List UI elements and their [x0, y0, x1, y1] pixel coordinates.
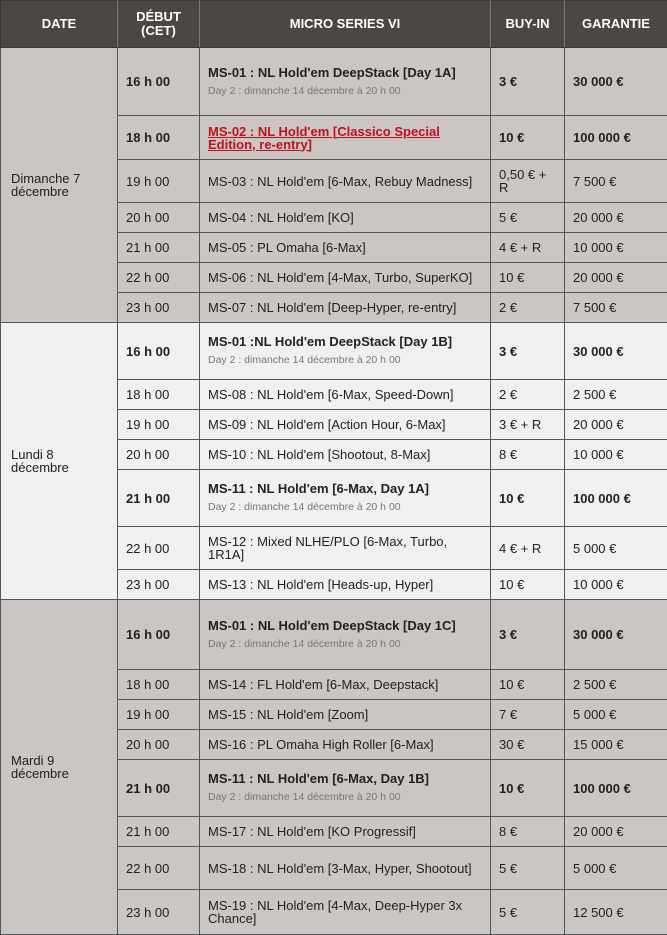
tournament-name: MS-10 : NL Hold'em [Shootout, 8-Max]: [208, 447, 430, 462]
day2-note: Day 2 : dimanche 14 décembre à 20 h 00: [208, 85, 482, 98]
tournament-cell: [200, 760, 491, 817]
guarantee: 30 000 €: [565, 323, 667, 380]
tournament-name: MS-04 : NL Hold'em [KO]: [208, 210, 354, 225]
buyin: 2 €: [491, 380, 565, 410]
guarantee: 30 000 €: [565, 48, 667, 116]
tournament-cell: [200, 890, 491, 935]
day-section: [1, 48, 667, 323]
guarantee: 5 000 €: [565, 847, 667, 890]
start-time: 16 h 00: [118, 323, 200, 380]
buyin: 4 € + R: [491, 233, 565, 263]
start-time: 21 h 00: [118, 470, 200, 527]
tournament-cell: [200, 203, 491, 233]
tournament-cell: [200, 48, 491, 116]
buyin: 5 €: [491, 203, 565, 233]
tournament-name: MS-16 : PL Omaha High Roller [6-Max]: [208, 737, 434, 752]
buyin: 30 €: [491, 730, 565, 760]
buyin: 2 €: [491, 293, 565, 323]
start-time: 21 h 00: [118, 760, 200, 817]
tournament-cell: [200, 730, 491, 760]
guarantee: 15 000 €: [565, 730, 667, 760]
guarantee: 10 000 €: [565, 440, 667, 470]
buyin: 4 € + R: [491, 527, 565, 570]
start-time: 20 h 00: [118, 203, 200, 233]
start-time: 22 h 00: [118, 527, 200, 570]
tournament-cell: [200, 116, 491, 160]
guarantee: 2 500 €: [565, 670, 667, 700]
tournament-cell: [200, 600, 491, 670]
guarantee: 20 000 €: [565, 817, 667, 847]
buyin: 10 €: [491, 263, 565, 293]
buyin: 5 €: [491, 847, 565, 890]
tournament-cell: [200, 380, 491, 410]
tournament-name: MS-12 : Mixed NLHE/PLO [6-Max, Turbo, 1R1A]: [208, 534, 447, 562]
buyin: 3 €: [491, 48, 565, 116]
start-time: 22 h 00: [118, 263, 200, 293]
tournament-cell: [200, 670, 491, 700]
buyin: 10 €: [491, 570, 565, 600]
guarantee: 100 000 €: [565, 470, 667, 527]
table-row: [1, 600, 667, 670]
start-time: 18 h 00: [118, 380, 200, 410]
tournament-name: MS-07 : NL Hold'em [Deep-Hyper, re-entry]: [208, 300, 456, 315]
header-series: MICRO SERIES VI: [200, 1, 491, 48]
buyin: 10 €: [491, 670, 565, 700]
tournament-name: MS-09 : NL Hold'em [Action Hour, 6-Max]: [208, 417, 446, 432]
header-guarantee: GARANTIE: [565, 1, 667, 48]
guarantee: 12 500 €: [565, 890, 667, 935]
tournament-name: MS-18 : NL Hold'em [3-Max, Hyper, Shootout]: [208, 861, 472, 876]
tournament-cell: [200, 470, 491, 527]
buyin: 7 €: [491, 700, 565, 730]
day-section: [1, 323, 667, 600]
day2-note: Day 2 : dimanche 14 décembre à 20 h 00: [208, 638, 482, 651]
tournament-name: MS-01 :NL Hold'em DeepStack [Day 1B]: [208, 334, 452, 349]
start-time: 23 h 00: [118, 570, 200, 600]
start-time: 16 h 00: [118, 600, 200, 670]
start-time: 16 h 00: [118, 48, 200, 116]
tournament-cell: [200, 410, 491, 440]
tournament-name: MS-15 : NL Hold'em [Zoom]: [208, 707, 368, 722]
buyin: 10 €: [491, 760, 565, 817]
start-time: 18 h 00: [118, 670, 200, 700]
start-time: 23 h 00: [118, 293, 200, 323]
start-time: 20 h 00: [118, 440, 200, 470]
day2-note: Day 2 : dimanche 14 décembre à 20 h 00: [208, 501, 482, 514]
tournament-cell: [200, 527, 491, 570]
start-time: 21 h 00: [118, 817, 200, 847]
start-time: 19 h 00: [118, 410, 200, 440]
start-time: 22 h 00: [118, 847, 200, 890]
day-label: Lundi 8 décembre: [1, 323, 118, 600]
tournament-name: MS-11 : NL Hold'em [6-Max, Day 1A]: [208, 481, 429, 496]
guarantee: 10 000 €: [565, 233, 667, 263]
tournament-cell: [200, 700, 491, 730]
start-time: 20 h 00: [118, 730, 200, 760]
tournament-name: MS-11 : NL Hold'em [6-Max, Day 1B]: [208, 771, 429, 786]
buyin: 5 €: [491, 890, 565, 935]
tournament-cell: [200, 570, 491, 600]
buyin: 3 € + R: [491, 410, 565, 440]
buyin: 3 €: [491, 323, 565, 380]
guarantee: 7 500 €: [565, 293, 667, 323]
day-section: [1, 600, 667, 935]
table-row: [1, 323, 667, 380]
tournament-name: MS-19 : NL Hold'em [4-Max, Deep-Hyper 3x Chance]: [208, 898, 462, 926]
guarantee: 20 000 €: [565, 203, 667, 233]
buyin: 10 €: [491, 470, 565, 527]
tournament-name: MS-17 : NL Hold'em [KO Progressif]: [208, 824, 416, 839]
day2-note: Day 2 : dimanche 14 décembre à 20 h 00: [208, 354, 482, 367]
buyin: 0,50 € + R: [491, 160, 565, 203]
start-time: 19 h 00: [118, 700, 200, 730]
tournament-cell: [200, 817, 491, 847]
header-buyin: BUY-IN: [491, 1, 565, 48]
guarantee: 5 000 €: [565, 700, 667, 730]
tournament-cell: [200, 440, 491, 470]
start-time: 18 h 00: [118, 116, 200, 160]
header-row: [1, 1, 667, 48]
header-date: DATE: [1, 1, 118, 48]
tournament-cell: [200, 847, 491, 890]
tournament-cell: [200, 323, 491, 380]
tournament-cell: [200, 293, 491, 323]
guarantee: 10 000 €: [565, 570, 667, 600]
tournament-name: MS-05 : PL Omaha [6-Max]: [208, 240, 366, 255]
buyin: 10 €: [491, 116, 565, 160]
buyin: 8 €: [491, 817, 565, 847]
start-time: 23 h 00: [118, 890, 200, 935]
guarantee: 100 000 €: [565, 760, 667, 817]
guarantee: 5 000 €: [565, 527, 667, 570]
guarantee: 2 500 €: [565, 380, 667, 410]
guarantee: 20 000 €: [565, 263, 667, 293]
tournament-name: MS-03 : NL Hold'em [6-Max, Rebuy Madness]: [208, 174, 472, 189]
tournament-name: MS-14 : FL Hold'em [6-Max, Deepstack]: [208, 677, 438, 692]
guarantee: 100 000 €: [565, 116, 667, 160]
guarantee: 7 500 €: [565, 160, 667, 203]
header-start: DÉBUT (CET): [118, 1, 200, 48]
start-time: 21 h 00: [118, 233, 200, 263]
buyin: 3 €: [491, 600, 565, 670]
tournament-name: MS-06 : NL Hold'em [4-Max, Turbo, SuperKO]: [208, 270, 472, 285]
day-label: Dimanche 7 décembre: [1, 48, 118, 323]
start-time: 19 h 00: [118, 160, 200, 203]
tournament-cell: [200, 233, 491, 263]
day2-note: Day 2 : dimanche 14 décembre à 20 h 00: [208, 791, 482, 804]
tournament-name: MS-01 : NL Hold'em DeepStack [Day 1A]: [208, 65, 456, 80]
guarantee: 30 000 €: [565, 600, 667, 670]
guarantee: 20 000 €: [565, 410, 667, 440]
tournament-name: MS-01 : NL Hold'em DeepStack [Day 1C]: [208, 618, 456, 633]
tournament-cell: [200, 160, 491, 203]
tournament-name: MS-13 : NL Hold'em [Heads-up, Hyper]: [208, 577, 433, 592]
day-label: Mardi 9 décembre: [1, 600, 118, 935]
buyin: 8 €: [491, 440, 565, 470]
table-row: [1, 48, 667, 116]
tournament-link[interactable]: MS-02 : NL Hold'em [Classico Special Edition, re-entry]: [208, 124, 440, 152]
tournament-name: MS-08 : NL Hold'em [6-Max, Speed-Down]: [208, 387, 453, 402]
tournament-cell: [200, 263, 491, 293]
